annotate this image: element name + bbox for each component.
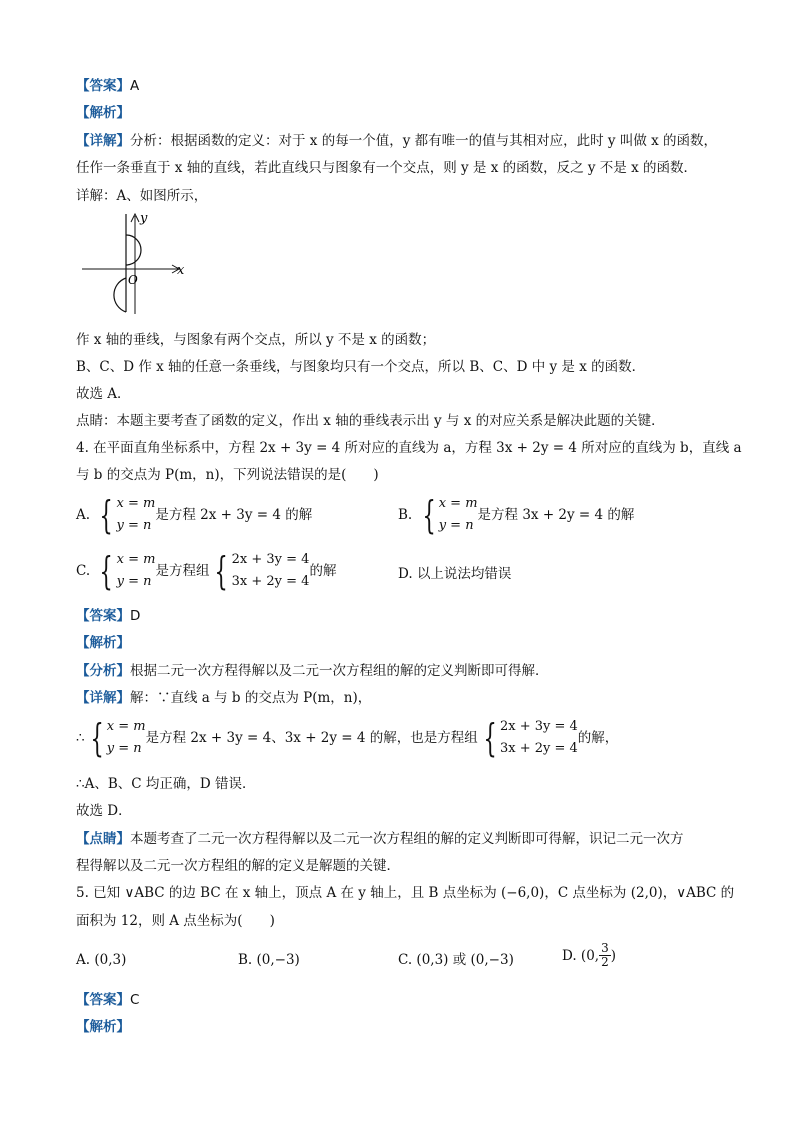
detail-4-system-2: { 2x + 3y = 4 3x + 2y = 4 xyxy=(483,716,578,760)
sys-row: 3x + 2y = 4 xyxy=(231,574,310,589)
detail-line-5: B、C、D 作 x 轴的任意一条垂线，与图象均只有一个交点，所以 B、C、D 中 y 是 x 的函数． xyxy=(76,359,646,375)
axis-x-label: x xyxy=(177,263,185,278)
dianjing-4-line-1 xyxy=(76,829,684,849)
q4-option-c xyxy=(76,549,336,593)
detail-4-end: 的解， xyxy=(577,730,619,746)
sys-row: 3x + 2y = 4 xyxy=(499,741,578,756)
analysis-tag-line xyxy=(76,103,130,123)
sys-row: x = m xyxy=(116,552,156,567)
question-5-line-1: 5. 已知 ∨ABC 的边 BC 在 x 轴上，顶点 A 在 y 轴上，且 B 点坐标为 (−6,0)，C 点坐标为 (2,0)，∨ABC 的 xyxy=(76,885,735,901)
question-5-line-2: 面积为 12，则 A 点坐标为( ) xyxy=(76,913,275,929)
q5-option-d-post: ) xyxy=(610,947,616,964)
q5-option-d-pre: D. (0, xyxy=(562,947,600,964)
dianjing-text: 本题考查了二元一次方程得解以及二元一次方程组的解的定义判断即可得解，识记二元一次方 xyxy=(130,831,684,847)
fenxi-text: 根据二元一次方程得解以及二元一次方程组的解的定义判断即可得解． xyxy=(130,663,549,679)
answer-line-5 xyxy=(76,990,139,1010)
detail-4-line-1 xyxy=(76,688,371,708)
sys-row: y = n xyxy=(438,518,474,533)
function-graph-figure xyxy=(80,208,190,318)
sys-row: y = n xyxy=(116,518,152,533)
q4-option-b-label: B. xyxy=(398,507,413,523)
q4-option-c-system-1: { x = m y = n xyxy=(99,549,156,593)
sys-row: x = m xyxy=(106,719,146,734)
fraction-numerator: 3 xyxy=(601,941,609,955)
q5-option-c: C. (0,3) 或 (0,−3) xyxy=(398,952,514,968)
answer-line-4 xyxy=(76,606,140,626)
origin-label: O xyxy=(128,273,138,287)
answer-tag: 【答案】 xyxy=(76,992,130,1008)
axis-y-label: y xyxy=(140,211,148,226)
detail-text: 分析：根据函数的定义：对于 x 的每一个值，y 都有唯一的值与其相对应，此时 y 叫做 x 的函数， xyxy=(130,133,718,149)
answer-value: C xyxy=(130,992,140,1008)
analysis-tag-line-5 xyxy=(76,1017,130,1037)
detail-4-system-1: { x = m y = n xyxy=(90,716,146,760)
q4-option-b-text: 是方程 3x + 2y = 4 的解 xyxy=(477,507,635,523)
q4-option-a-label: A. xyxy=(76,507,91,523)
answer-tag: 【答案】 xyxy=(76,78,130,94)
detail-4-line-2 xyxy=(76,716,618,760)
analysis-tag: 【解析】 xyxy=(76,1019,130,1035)
q5-option-b: B. (0,−3) xyxy=(238,952,300,968)
q4-option-d-text: 以上说法均错误 xyxy=(416,566,512,582)
sys-row: y = n xyxy=(116,574,152,589)
sys-row: x = m xyxy=(116,496,156,511)
dianjing-4-line-2: 程得解以及二元一次方程组的解的定义是解题的关键． xyxy=(76,858,400,874)
answer-value: D xyxy=(130,608,141,624)
q5-option-d xyxy=(562,942,616,969)
answer-line xyxy=(76,76,139,96)
q4-option-b xyxy=(398,493,634,537)
q4-option-c-end: 的解 xyxy=(309,563,337,579)
q4-option-c-system-2: { 2x + 3y = 4 3x + 2y = 4 xyxy=(214,549,310,593)
sys-row: y = n xyxy=(106,741,142,756)
detail-tag: 【详解】 xyxy=(76,133,130,149)
analysis-tag-line-4 xyxy=(76,633,130,653)
q4-option-a xyxy=(76,493,312,537)
answer-value: A xyxy=(130,78,140,94)
q4-option-a-text: 是方程 2x + 3y = 4 的解 xyxy=(155,507,313,523)
dianjing-tag: 【点睛】 xyxy=(76,831,130,847)
q5-option-d-fraction xyxy=(599,942,611,969)
sys-row: 2x + 3y = 4 xyxy=(499,719,578,734)
q4-option-d-label: D. xyxy=(398,566,413,582)
detail-line-4: 作 x 轴的垂线，与图象有两个交点，所以 y 不是 x 的函数； xyxy=(76,332,436,348)
analysis-tag: 【解析】 xyxy=(76,635,130,651)
detail-4-line-3: ∴A、B、C 均正确，D 错误． xyxy=(76,776,256,792)
therefore-symbol: ∴ xyxy=(76,730,85,746)
question-4-line-2: 与 b 的交点为 P(m，n)，下列说法错误的是( ) xyxy=(76,467,379,483)
fenxi-line-4 xyxy=(76,661,549,681)
detail-line-1 xyxy=(76,131,717,151)
fraction-denominator: 2 xyxy=(601,955,609,969)
detail-4-mid: 是方程 2x + 3y = 4、3x + 2y = 4 的解，也是方程组 xyxy=(145,730,478,746)
analysis-tag: 【解析】 xyxy=(76,105,130,121)
answer-tag: 【答案】 xyxy=(76,608,130,624)
sys-row: x = m xyxy=(438,496,478,511)
sys-row: 2x + 3y = 4 xyxy=(231,552,310,567)
detail-4-line-4: 故选 D． xyxy=(76,803,132,819)
q5-option-a: A. (0,3) xyxy=(76,952,127,968)
q4-option-d xyxy=(398,564,511,584)
detail-line-7: 点睛：本题主要考查了函数的定义，作出 x 轴的垂线表示出 y 与 x 的对应关系是解决此题的关键． xyxy=(76,413,665,429)
detail-line-3: 详解：A、如图所示， xyxy=(76,188,208,204)
question-4-line-1: 4. 在平面直角坐标系中，方程 2x + 3y = 4 所对应的直线为 a，方程 3x + 2y = 4 所对应的直线为 b，直线 a xyxy=(76,440,742,456)
detail-text: 解：∵直线 a 与 b 的交点为 P(m，n)， xyxy=(130,690,372,706)
q4-option-c-label: C. xyxy=(76,563,91,579)
q4-option-b-system: { x = m y = n xyxy=(421,493,478,537)
detail-line-2: 任作一条垂直于 x 轴的直线，若此直线只与图象有一个交点，则 y 是 x 的函数，反之 y 不是 x 的函数． xyxy=(76,160,698,176)
detail-tag: 【详解】 xyxy=(76,690,130,706)
q4-option-a-system: { x = m y = n xyxy=(99,493,156,537)
detail-line-6: 故选 A． xyxy=(76,386,131,402)
q4-option-c-mid: 是方程组 xyxy=(155,563,210,579)
fenxi-tag: 【分析】 xyxy=(76,663,130,679)
